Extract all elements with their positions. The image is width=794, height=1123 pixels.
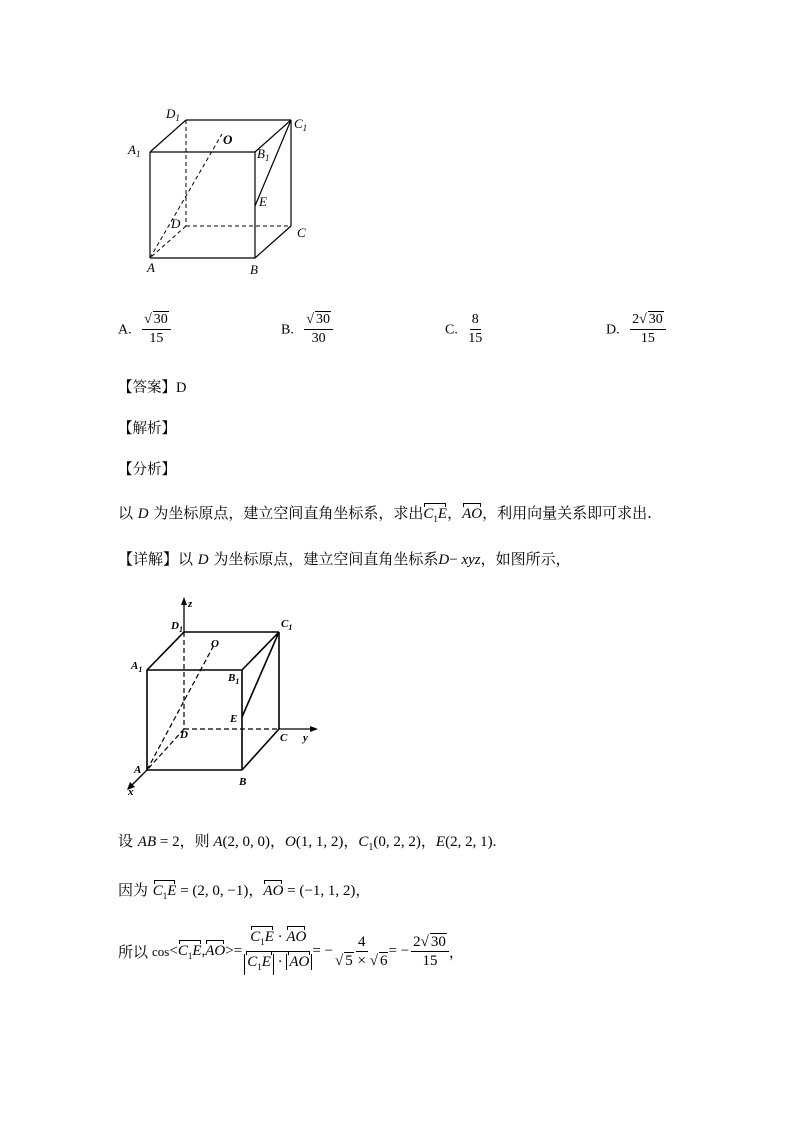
detail-label: 【详解】 <box>118 550 179 568</box>
label2-d1: $D_1$ <box>171 620 183 634</box>
option-d-fraction: $\frac{2√ 30}{15}$ <box>630 312 666 347</box>
cube-figure-1 <box>110 100 340 285</box>
label-d: D <box>171 216 181 231</box>
answer-value: D <box>176 380 187 396</box>
cube-figure-2 <box>118 595 328 800</box>
detail-text: 【详解】以 D 为坐标原点，建立空间直角坐标系D− xyz，如图所示， <box>118 550 571 568</box>
answer-label: 【答案】 <box>118 380 176 396</box>
cos-vector-ao: AO <box>205 943 226 959</box>
vectors-line: 因为 $C_1E = (2$, 0, −1)，AO = (−1, 1, 2)， <box>118 881 371 901</box>
label-b1: $B_1$ <box>257 146 270 163</box>
y-axis-arrow <box>310 726 318 732</box>
cos-fraction-3: $\frac{2√ 30}{15}$ <box>411 934 449 969</box>
option-a: A. $\frac{√ 30}{15}$ <box>118 312 171 347</box>
label-d1: $D_1$ <box>166 106 180 123</box>
z-axis-arrow <box>181 597 187 605</box>
axis-label-x: x <box>128 786 134 798</box>
axis-label-z: z <box>188 598 193 610</box>
vector-ao-2: AO <box>263 883 284 899</box>
vector-ao: AO <box>462 506 483 522</box>
option-b: B. $\frac{√ 30}{30}$ <box>281 312 333 347</box>
vector-c1e: $C_1E$ <box>423 506 448 524</box>
cosine-line: 所以 cos < $C_1E$ , AO >= $\frac{C_1E \cdot AO}{C_1E \cdot AO}$ = − $\frac{4}{√ 5 \times √ 6}$ = − $\frac{2√ 30}{15}$ ， <box>118 928 464 975</box>
fenxi-text: 以 D 为坐标原点，建立空间直角坐标系，求出$C_1E$，AO，利用向量关系即可求出. <box>118 504 652 524</box>
label2-a: A <box>134 764 142 776</box>
label2-b1: $B_1$ <box>228 672 240 686</box>
label2-a1: $A_1$ <box>131 660 143 674</box>
option-c-fraction: $\frac{8}{15}$ <box>468 312 483 346</box>
label-b: B <box>250 262 258 277</box>
vector-c1e-2: $C_1E$ <box>152 883 177 901</box>
option-d: D. $\frac{2√ 30}{15}$ <box>606 312 666 347</box>
cos-vector-c1e: $C_1E$ <box>177 942 202 961</box>
option-a-fraction: $\frac{√ 30}{15}$ <box>142 312 171 347</box>
label-c: C <box>297 225 306 240</box>
coordinates-line: 设 AB = 2，则 A(2, 0, 0)，O(1, 1, 2)，$C_1(0$, 2, 2)，E(2, 2, 1). <box>118 832 497 853</box>
option-c: C. $\frac{8}{15}$ <box>445 312 483 346</box>
label2-d: D <box>180 729 188 741</box>
label2-c: C <box>280 732 288 744</box>
answer-line <box>118 376 186 397</box>
label-c1: $C_1$ <box>294 116 308 133</box>
fenxi-heading: 【分析】 <box>118 462 176 478</box>
label-o: O <box>223 132 233 147</box>
label2-o: O <box>211 638 219 650</box>
label2-e: E <box>230 713 238 725</box>
label-a: A <box>147 260 155 275</box>
analysis-heading: 【解析】 <box>118 421 176 437</box>
cos-fraction-2: $\frac{4}{√ 5 \times √ 6}$ <box>335 934 388 969</box>
axis-label-y: y <box>303 732 308 744</box>
label2-b: B <box>239 776 247 788</box>
cos-fraction-1: $\frac{C_1E \cdot AO}{C_1E \cdot AO}$ <box>244 928 312 975</box>
option-b-fraction: $\frac{√ 30}{30}$ <box>304 312 333 347</box>
label-a1: $A_1$ <box>128 142 141 159</box>
label2-c1: $C_1$ <box>281 618 293 632</box>
label-e: E <box>259 194 267 209</box>
